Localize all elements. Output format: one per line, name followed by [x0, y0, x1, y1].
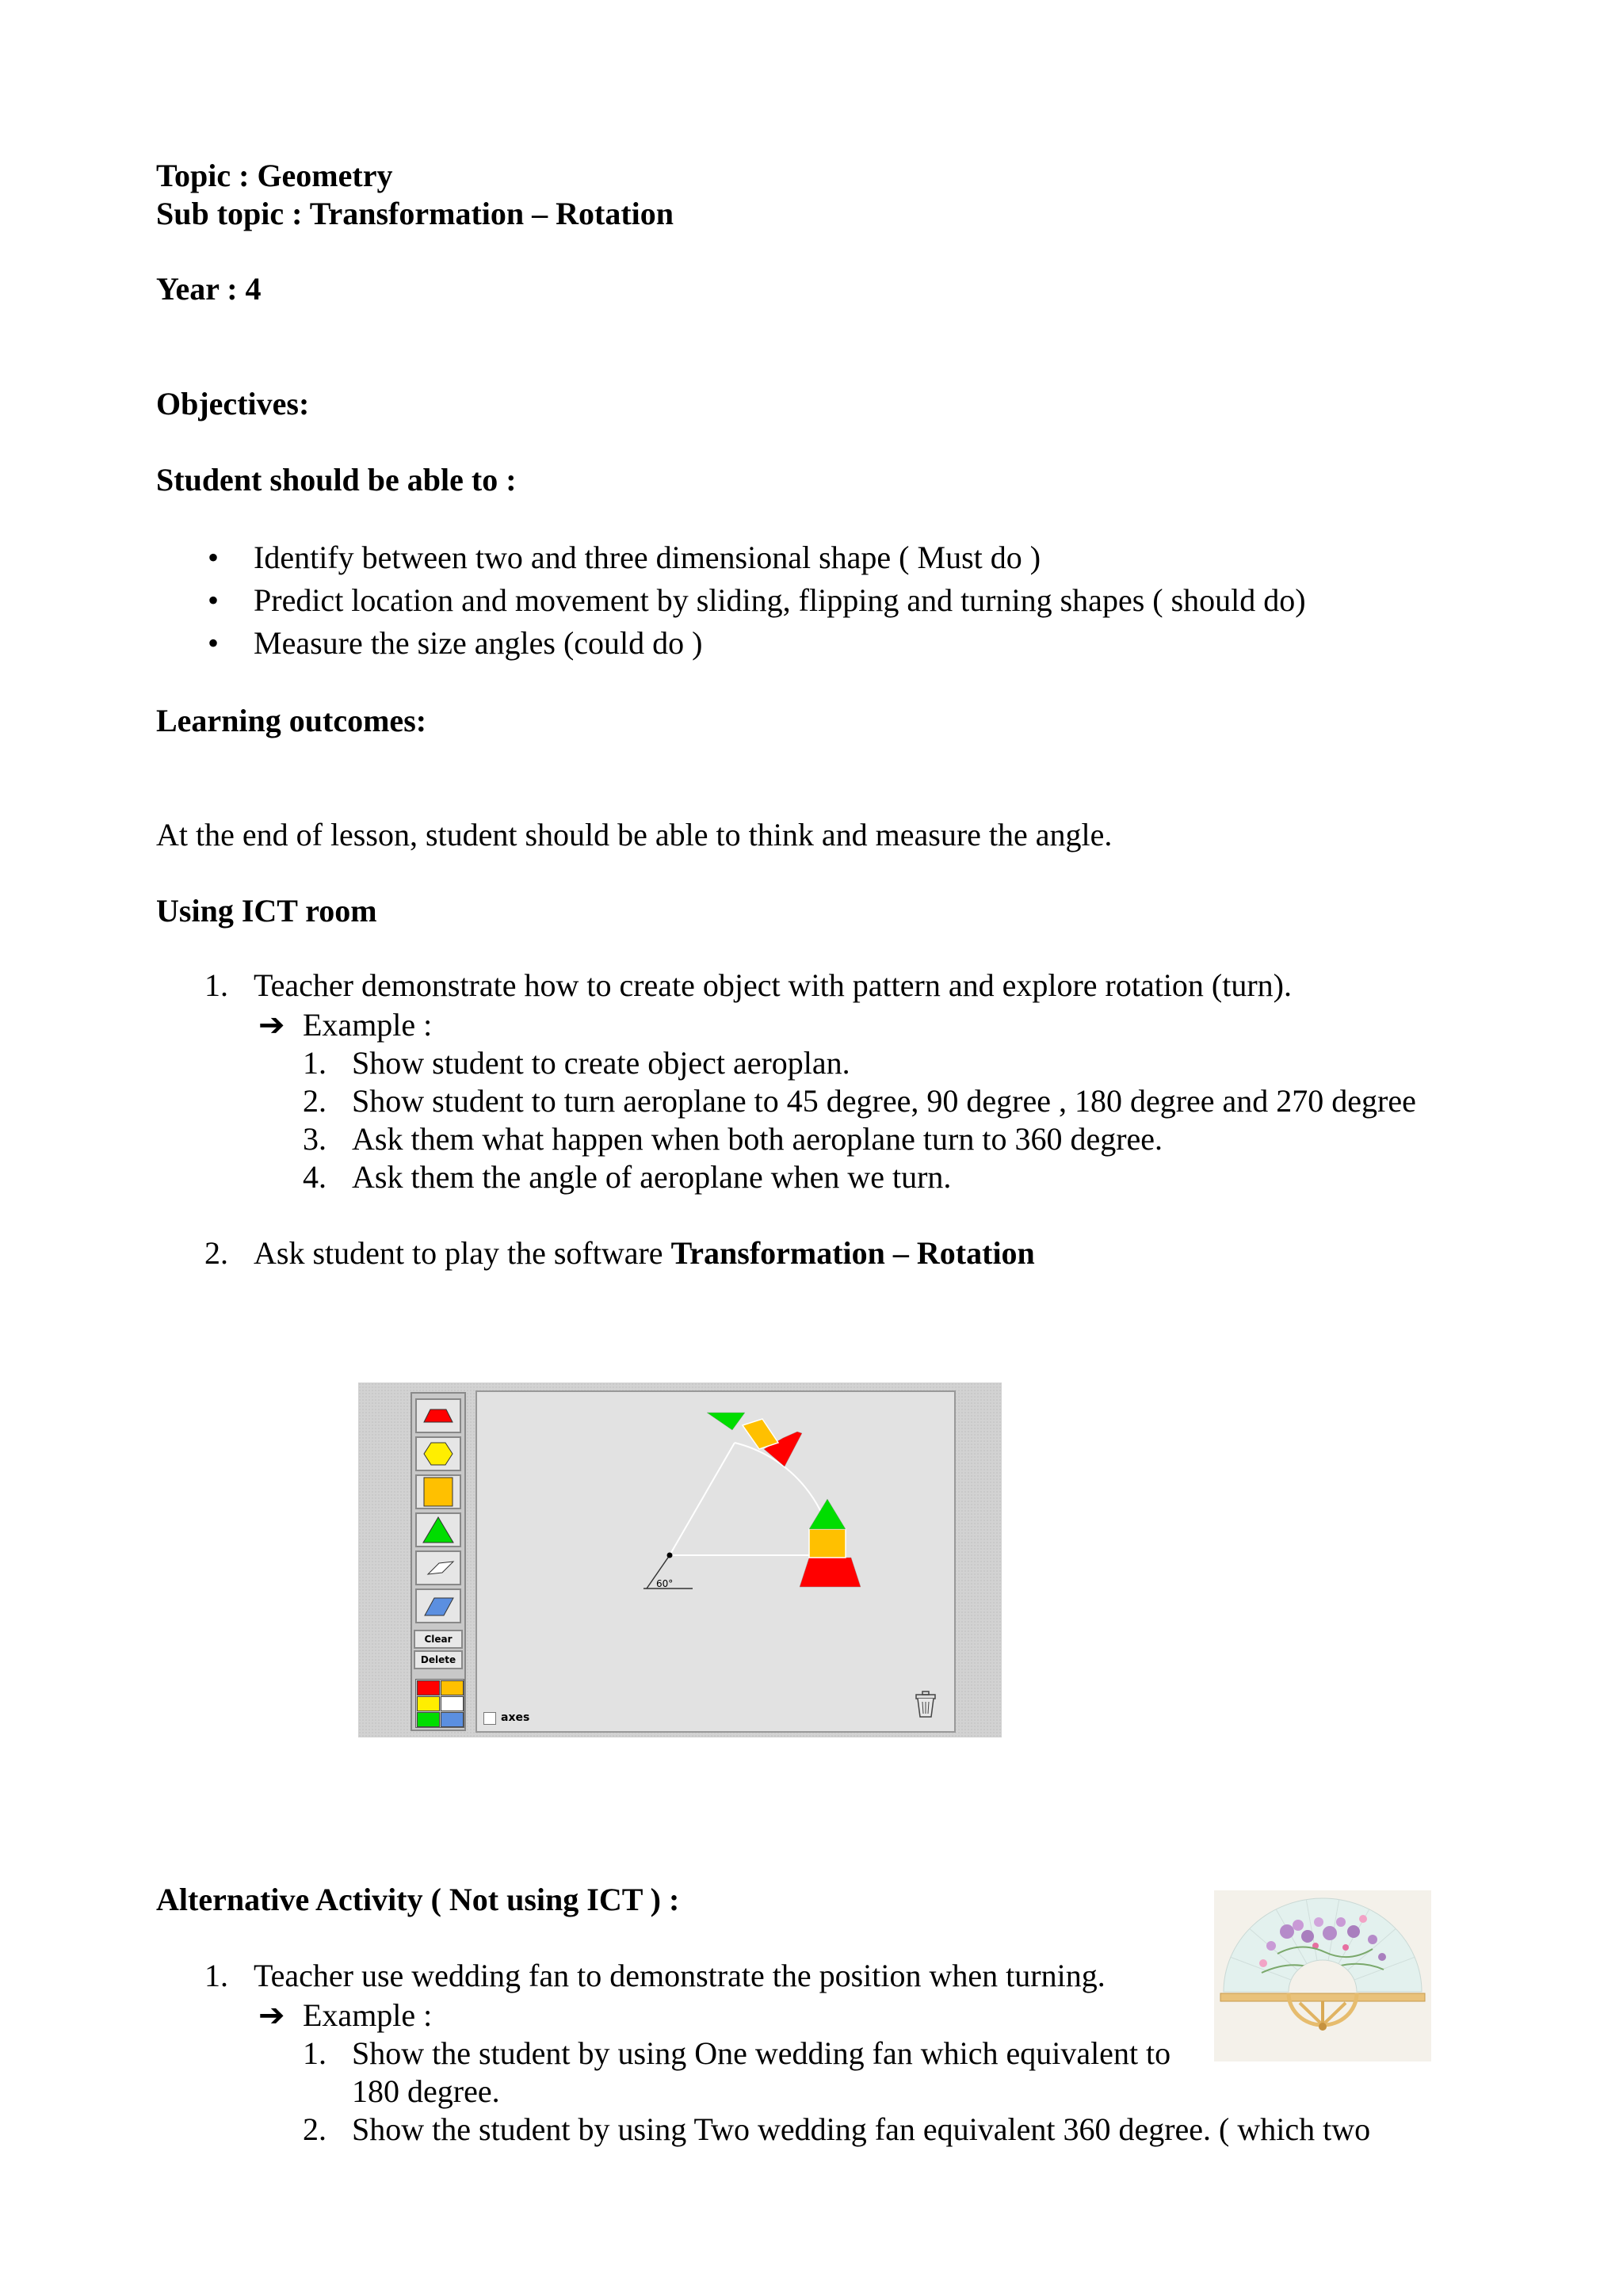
canvas-drawing [477, 1392, 954, 1731]
rhombus-tool[interactable] [415, 1589, 461, 1623]
alternative-heading: Alternative Activity ( Not using ICT ) : [156, 1882, 680, 1917]
trapezoid-tool[interactable] [415, 1398, 461, 1433]
sub-topic-line: Sub topic : Transformation – Rotation [156, 196, 674, 231]
bullet-dot: • [208, 625, 220, 661]
wedding-fan-image [1214, 1890, 1431, 2061]
clear-button[interactable]: Clear [414, 1630, 463, 1649]
delete-button[interactable]: Delete [414, 1650, 463, 1669]
alternative-example-item: Show the student by using One wedding fan which equivalent to [352, 2035, 1171, 2071]
alternative-step-1: Teacher use wedding fan to demonstrate the position when turning. [254, 1958, 1106, 1993]
software-screenshot [358, 1383, 1002, 1737]
blue-swatch[interactable] [441, 1712, 464, 1727]
ict-heading: Using ICT room [156, 893, 377, 929]
example-label: Example : [303, 1007, 433, 1043]
ict-example-item: Show student to turn aeroplane to 45 degree, 90 degree , 180 degree and 270 degree [352, 1083, 1416, 1119]
objectives-intro: Student should be able to : [156, 462, 517, 498]
example-label: Example : [303, 1997, 433, 2033]
list-number: 2. [303, 1083, 327, 1119]
white-swatch[interactable] [441, 1696, 464, 1711]
thin-rhombus-tool[interactable] [415, 1550, 461, 1585]
triangle-tool[interactable] [415, 1512, 461, 1547]
bullet-dot: • [208, 540, 220, 575]
yellow-swatch[interactable] [417, 1696, 440, 1711]
list-number: 1. [303, 2035, 327, 2071]
square-tool[interactable] [415, 1474, 461, 1509]
orange-swatch[interactable] [441, 1680, 464, 1695]
axes-label: axes [501, 1711, 530, 1724]
rotated-aeroplane-triangle[interactable] [707, 1413, 745, 1430]
list-number: 1. [204, 967, 228, 1003]
objective-item: Predict location and movement by sliding, flipping and turning shapes ( should do) [254, 582, 1306, 618]
aeroplane-square[interactable] [809, 1529, 846, 1558]
red-swatch[interactable] [417, 1680, 440, 1695]
list-number: 2. [204, 1235, 228, 1271]
objectives-heading: Objectives: [156, 386, 310, 421]
list-number: 2. [303, 2111, 327, 2147]
guide-line [670, 1443, 735, 1555]
color-swatches [415, 1679, 464, 1728]
rotated-aeroplane-square[interactable] [743, 1419, 778, 1449]
list-number: 3. [303, 1121, 327, 1157]
aeroplane-triangle[interactable] [809, 1499, 846, 1529]
drawing-canvas[interactable] [475, 1390, 956, 1733]
list-number: 4. [303, 1159, 327, 1195]
list-number: 1. [204, 1958, 228, 1993]
software-name: Transformation – Rotation [670, 1235, 1035, 1271]
learning-outcomes-text: At the end of lesson, student should be able to think and measure the angle. [156, 817, 1113, 852]
alternative-example-item-continued: 180 degree. [352, 2073, 500, 2109]
alternative-example-item: Show the student by using Two wedding fan equivalent 360 degree. ( which two [352, 2111, 1371, 2147]
ict-step-1: Teacher demonstrate how to create object with pattern and explore rotation (turn). [254, 967, 1292, 1003]
ict-step-2 [254, 1234, 1035, 1272]
angle-label: 60° [656, 1578, 674, 1589]
year-line: Year : 4 [156, 271, 262, 307]
fan-drawing [1214, 1890, 1431, 2061]
trash-icon[interactable] [916, 1691, 935, 1717]
topic-line: Topic : Geometry [156, 158, 393, 193]
objective-item: Measure the size angles (could do ) [254, 625, 703, 661]
ict-example-item: Ask them the angle of aeroplane when we turn. [352, 1159, 952, 1195]
hexagon-tool[interactable] [415, 1436, 461, 1471]
shape-palette [411, 1392, 466, 1731]
ict-example-item: Ask them what happen when both aeroplane turn to 360 degree. [352, 1121, 1163, 1157]
ict-step-2-text: Ask student to play the software [254, 1235, 671, 1271]
list-number: 1. [303, 1045, 327, 1081]
right-arrow-icon: ➔ [258, 1007, 285, 1043]
bullet-dot: • [208, 582, 220, 618]
green-swatch[interactable] [417, 1712, 440, 1727]
axes-checkbox[interactable] [483, 1712, 496, 1725]
right-arrow-icon: ➔ [258, 1997, 285, 2034]
aeroplane-trapezoid[interactable] [800, 1558, 861, 1587]
angle-tool-pivot [667, 1553, 673, 1558]
objective-item: Identify between two and three dimensional shape ( Must do ) [254, 540, 1041, 575]
learning-outcomes-heading: Learning outcomes: [156, 703, 427, 738]
ict-example-item: Show student to create object aeroplan. [352, 1045, 850, 1081]
